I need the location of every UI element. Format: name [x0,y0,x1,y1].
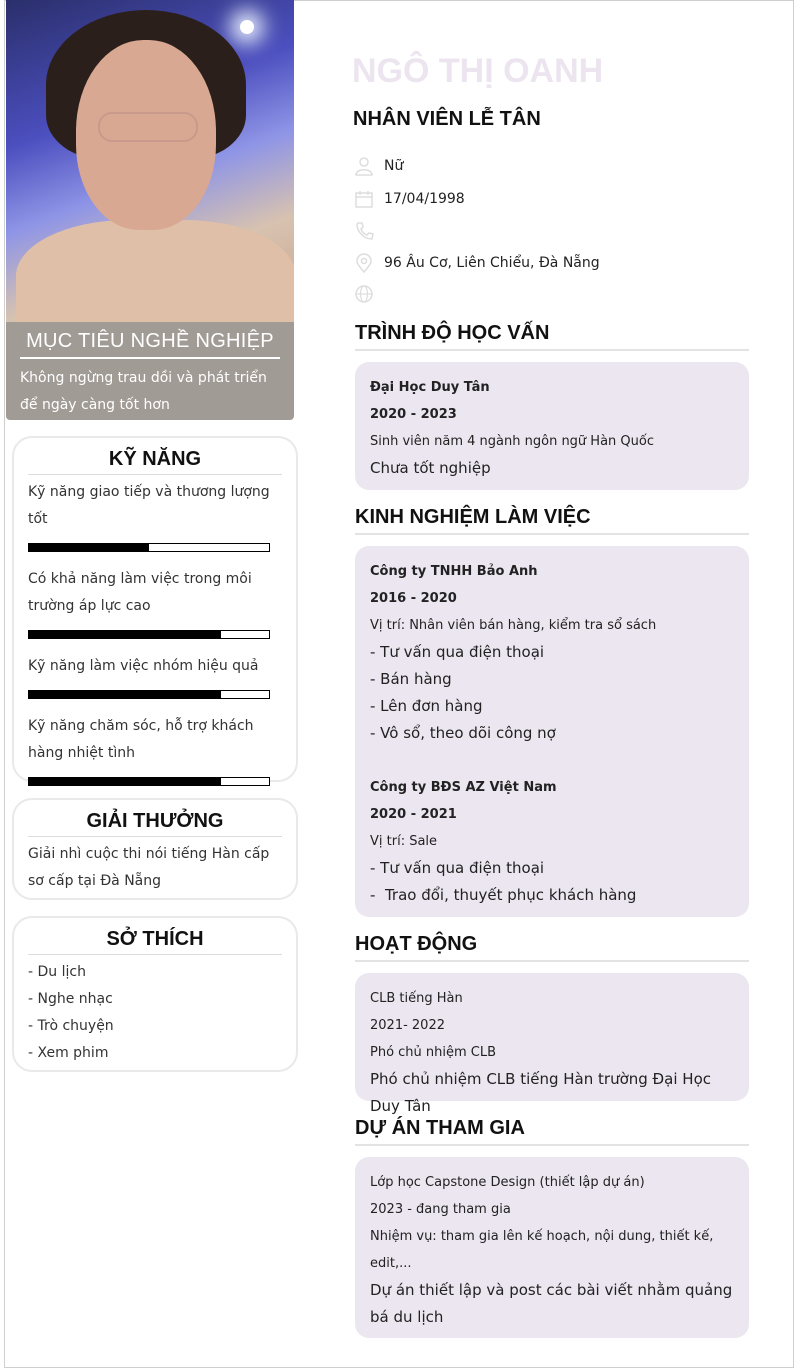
skills-heading: KỸ NĂNG [28,448,282,475]
objective-section [6,322,294,420]
education-box [355,362,749,490]
project-name: Lớp học Capstone Design (thiết lập dự án) [370,1175,645,1190]
skill-label: Kỹ năng chăm sóc, hỗ trợ khách hàng nhiệt tình [28,718,254,761]
person-icon [354,156,374,176]
school-name: Đại Học Duy Tân [370,380,490,395]
skill-label: Kỹ năng giao tiếp và thương lượng tốt [28,484,270,527]
job-task: - Vô sổ, theo dõi công nợ [370,724,556,742]
projects-heading: DỰ ÁN THAM GIA [355,1117,749,1146]
skill-bar [28,690,270,699]
phone-icon [354,221,374,241]
job-period: 2016 - 2020 [370,591,457,606]
address-value: 96 Âu Cơ, Liên Chiểu, Đà Nẵng [384,255,600,271]
job-task: - Bán hàng [370,670,452,688]
awards-heading: GIẢI THƯỞNG [28,810,282,837]
skill-item [28,653,282,699]
skill-item [28,479,282,552]
hobby-item: - Nghe nhạc [28,991,113,1007]
skill-bar [28,543,270,552]
awards-card [12,798,298,900]
skill-bar [28,630,270,639]
job-period: 2020 - 2021 [370,807,457,822]
location-pin-icon [354,253,374,273]
birthday-row [354,189,465,209]
profile-photo [6,0,294,322]
awards-text: Giải nhì cuộc thi nói tiếng Hàn cấp sơ cấp tại Đà Nẵng [28,846,270,889]
job-task: - Trao đổi, thuyết phục khách hàng [370,886,637,904]
education-detail: Sinh viên năm 4 ngành ngôn ngữ Hàn Quốc [370,434,654,449]
job-position: Vị trí: Sale [370,834,438,849]
job-title: NHÂN VIÊN LỄ TÂN [353,108,541,130]
skill-item [28,713,282,786]
skill-label: Có khả năng làm việc trong môi trường áp lực cao [28,571,252,614]
skill-bar [28,777,270,786]
globe-icon [354,284,374,304]
activities-box [355,973,749,1115]
gender-value: Nữ [384,158,404,174]
project-task: Nhiệm vụ: tham gia lên kế hoạch, nội dung, thiết kế, edit,... [370,1229,714,1271]
education-status: Chưa tốt nghiệp [370,459,491,477]
project-period: 2023 - đang tham gia [370,1202,511,1217]
job-task: - Lên đơn hàng [370,697,483,715]
activity-period: 2021- 2022 [370,1018,445,1033]
address-row [354,253,600,273]
activities-heading: HOẠT ĐỘNG [355,933,749,962]
birthday-value: 17/04/1998 [384,191,465,207]
activity-desc: Phó chủ nhiệm CLB tiếng Hàn trường Đại Học Duy Tân [370,1070,712,1115]
hobby-item: - Xem phim [28,1045,109,1061]
calendar-icon [354,189,374,209]
company-name: Công ty BĐS AZ Việt Nam [370,780,557,795]
hobby-item: - Du lịch [28,964,86,980]
experience-heading: KINH NGHIỆM LÀM VIỆC [355,506,749,535]
skills-card [12,436,298,782]
experience-box [355,546,749,917]
website-row [354,284,384,304]
candidate-name: NGÔ THỊ OANH [352,52,604,90]
activity-club: CLB tiếng Hàn [370,991,463,1006]
objective-text: Không ngừng trau dồi và phát triển để ngày càng tốt hơn [20,370,267,413]
activity-role: Phó chủ nhiệm CLB [370,1045,497,1060]
hobbies-card [12,916,298,1072]
objective-heading: MỤC TIÊU NGHỀ NGHIỆP [20,330,280,359]
job-position: Vị trí: Nhân viên bán hàng, kiểm tra sổ sách [370,618,657,633]
hobbies-heading: SỞ THÍCH [28,928,282,955]
gender-row [354,156,403,176]
education-heading: TRÌNH ĐỘ HỌC VẤN [355,322,749,351]
project-desc: Dự án thiết lập và post các bài viết nhằm quảng bá du lịch [370,1281,733,1326]
phone-row [354,221,384,241]
company-name: Công ty TNHH Bảo Anh [370,564,538,579]
job-task: - Tư vấn qua điện thoại [370,859,545,877]
projects-box [355,1157,749,1338]
skill-item [28,566,282,639]
hobby-item: - Trò chuyện [28,1018,114,1034]
skill-label: Kỹ năng làm việc nhóm hiệu quả [28,658,259,674]
job-task: - Tư vấn qua điện thoại [370,643,545,661]
education-period: 2020 - 2023 [370,407,457,422]
